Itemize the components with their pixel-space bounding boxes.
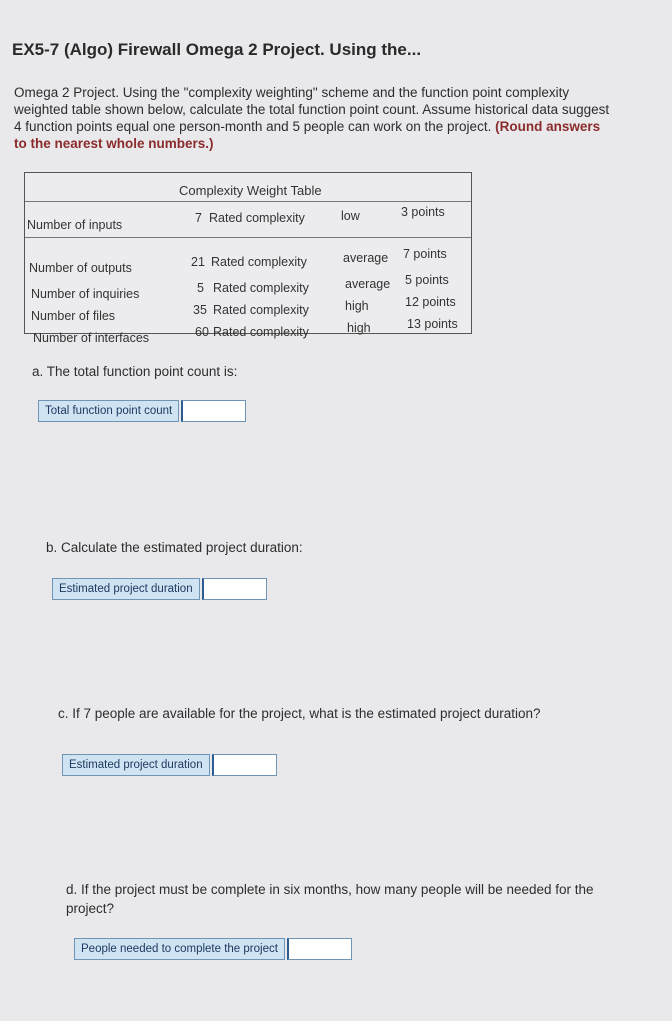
row-count: 60 xyxy=(195,325,209,339)
question-b-answer xyxy=(52,578,267,600)
row-points: 3 points xyxy=(401,205,445,219)
row-complexity-label: Rated complexity xyxy=(209,211,305,225)
row-item: Number of outputs xyxy=(29,261,132,275)
question-a-answer xyxy=(38,400,246,422)
question-a-prompt: a. The total function point count is: xyxy=(32,364,238,379)
row-points: 12 points xyxy=(405,295,456,309)
question-c-prompt: c. If 7 people are available for the project, what is the estimated project duration? xyxy=(58,706,541,721)
complexity-weight-table xyxy=(24,172,472,345)
answer-label: People needed to complete the project xyxy=(74,938,285,960)
table-divider xyxy=(25,201,471,202)
people-needed-input[interactable] xyxy=(287,938,352,960)
question-d-prompt: d. If the project must be complete in six months, how many people will be needed for the project? xyxy=(66,882,594,916)
row-item: Number of interfaces xyxy=(33,331,150,345)
row-complexity-label: Rated complexity xyxy=(213,303,309,317)
intro-emphasis: (Round answers to the nearest whole numbers.) xyxy=(14,119,601,151)
row-rating: average xyxy=(343,251,389,265)
row-points: 5 points xyxy=(405,273,449,287)
row-complexity-label: Rated complexity xyxy=(211,255,307,269)
answer-label: Total function point count xyxy=(38,400,179,422)
table-divider xyxy=(25,237,471,238)
page-title: EX5-7 (Algo) Firewall Omega 2 Project. Using the... xyxy=(12,40,422,59)
row-count: 5 xyxy=(197,281,204,295)
row-count: 35 xyxy=(193,303,207,317)
intro-text: Omega 2 Project. Using the "complexity weighting" scheme and the function point complexity weighted table shown below, calculate the total function point count. Assume historical data suggest 4 function points equal one person-month and 5 people can work on the project. xyxy=(14,85,610,134)
row-item: Number of inputs xyxy=(27,218,123,232)
intro-paragraph xyxy=(14,84,614,152)
answer-label: Estimated project duration xyxy=(52,578,200,600)
row-count: 21 xyxy=(191,255,205,269)
row-points: 13 points xyxy=(407,317,458,331)
estimated-duration-input[interactable] xyxy=(202,578,267,600)
question-d-answer xyxy=(74,938,352,960)
question-b-prompt: b. Calculate the estimated project duration: xyxy=(46,540,303,555)
row-complexity-label: Rated complexity xyxy=(213,281,309,295)
row-rating: high xyxy=(347,321,371,335)
row-rating: average xyxy=(345,277,391,291)
table-caption: Complexity Weight Table xyxy=(179,183,322,198)
estimated-duration-7-people-input[interactable] xyxy=(212,754,277,776)
total-function-point-input[interactable] xyxy=(181,400,246,422)
answer-label: Estimated project duration xyxy=(62,754,210,776)
row-rating: high xyxy=(345,299,369,313)
row-count: 7 xyxy=(195,211,202,225)
question-c-answer xyxy=(62,754,277,776)
row-item: Number of files xyxy=(31,309,116,323)
row-complexity-label: Rated complexity xyxy=(213,325,309,339)
row-item: Number of inquiries xyxy=(31,287,140,301)
row-points: 7 points xyxy=(403,247,447,261)
row-rating: low xyxy=(341,209,360,223)
